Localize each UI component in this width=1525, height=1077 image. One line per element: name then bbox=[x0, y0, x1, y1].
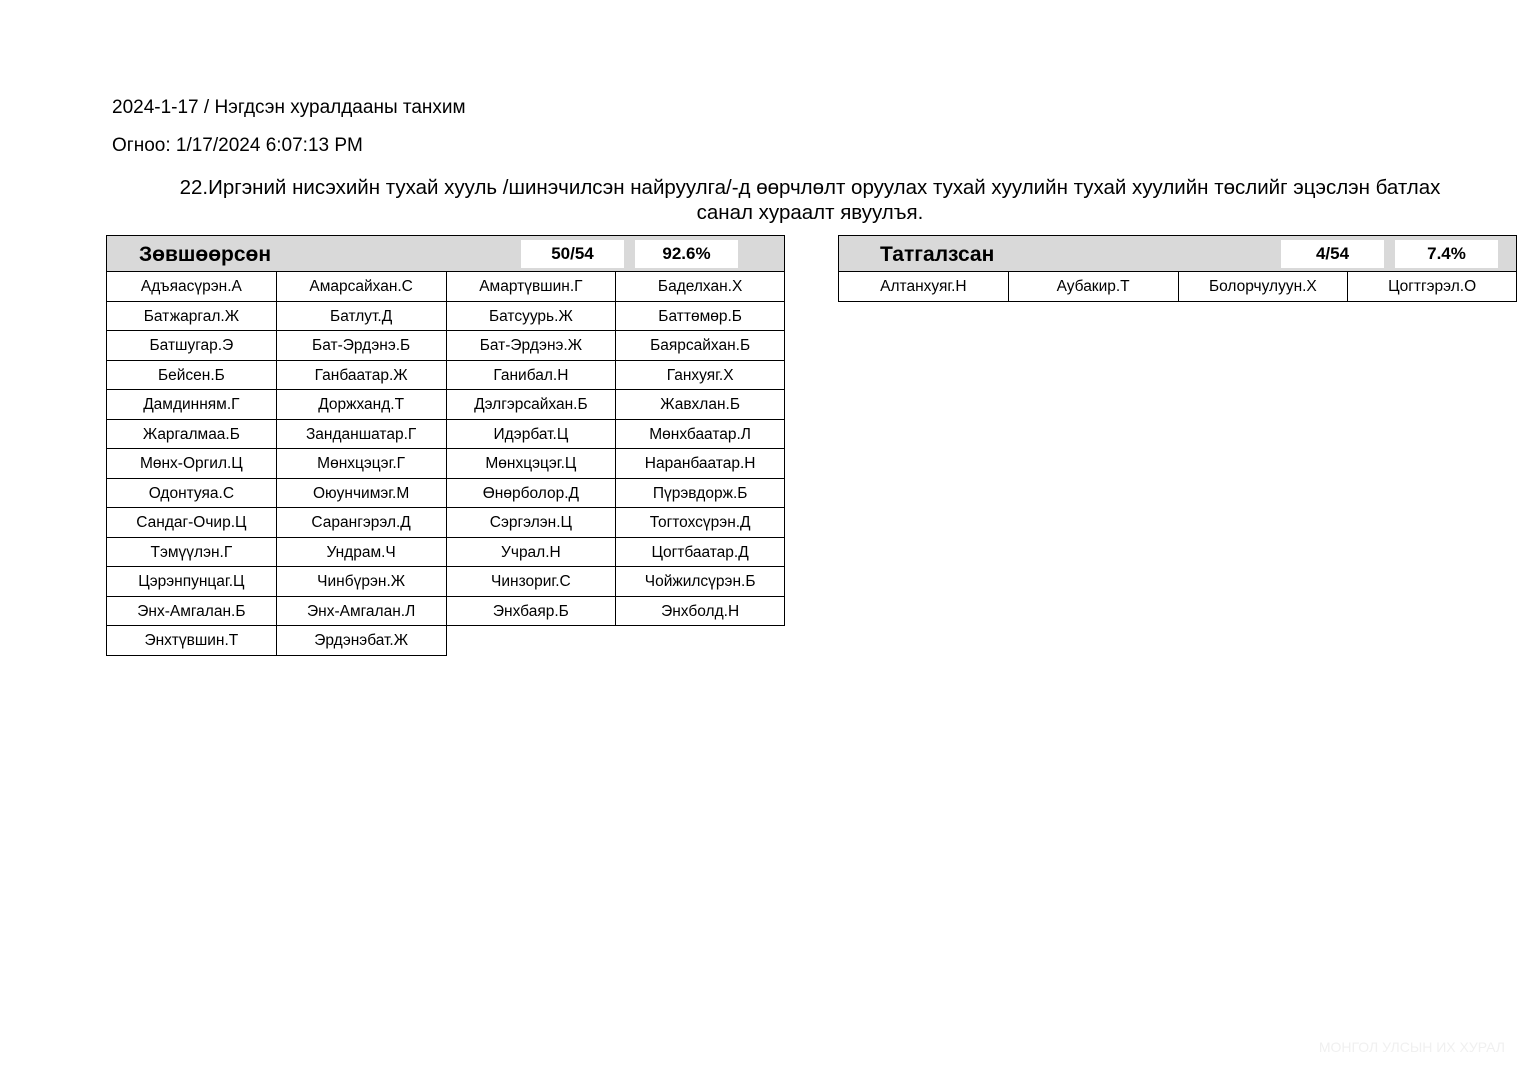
voter-name-cell: Батлут.Д bbox=[276, 302, 447, 332]
voter-name-cell: Баделхан.Х bbox=[615, 272, 785, 302]
session-line: 2024-1-17 / Нэгдсэн хуралдааны танхим bbox=[112, 97, 466, 118]
voter-name-cell: Мөнхцэцэг.Ц bbox=[446, 449, 617, 479]
voter-name-cell: Тогтохсүрэн.Д bbox=[615, 508, 785, 538]
voter-name-cell: Амартүвшин.Г bbox=[446, 272, 617, 302]
voter-name-cell: Өнөрболор.Д bbox=[446, 479, 617, 509]
voter-name-cell: Мөнхбаатар.Л bbox=[615, 420, 785, 450]
voter-name-cell: Жавхлан.Б bbox=[615, 390, 785, 420]
voter-name-cell: Энх-Амгалан.Б bbox=[106, 597, 277, 627]
rejected-percent: 7.4% bbox=[1395, 240, 1498, 268]
voter-name-cell: Доржханд.Т bbox=[276, 390, 447, 420]
footer-watermark: МОНГОЛ УЛСЫН ИХ ХУРАЛ bbox=[1318, 1039, 1505, 1055]
voter-name-cell: Дэлгэрсайхан.Б bbox=[446, 390, 617, 420]
voter-name-cell: Энхбаяр.Б bbox=[446, 597, 617, 627]
voter-name-cell: Баярсайхан.Б bbox=[615, 331, 785, 361]
voter-name-cell: Цогтбаатар.Д bbox=[615, 538, 785, 568]
voter-name-cell: Пүрэвдорж.Б bbox=[615, 479, 785, 509]
rejected-label: Татгалзсан bbox=[880, 243, 995, 266]
voter-name-cell: Чойжилсүрэн.Б bbox=[615, 567, 785, 597]
voter-name-cell: Чинбүрэн.Ж bbox=[276, 567, 447, 597]
voter-name-cell: Болорчулуун.Х bbox=[1178, 272, 1349, 302]
voter-name-cell: Батжаргал.Ж bbox=[106, 302, 277, 332]
voter-name-cell: Алтанхуяг.Н bbox=[838, 272, 1009, 302]
voter-name-cell: Бат-Эрдэнэ.Б bbox=[276, 331, 447, 361]
voter-name-cell: Аубакир.Т bbox=[1008, 272, 1179, 302]
approved-panel bbox=[106, 235, 785, 656]
voter-name-cell: Цэрэнпунцаг.Ц bbox=[106, 567, 277, 597]
voter-name-cell: Жаргалмаа.Б bbox=[106, 420, 277, 450]
motion-title-line2: санал хураалт явуулъя. bbox=[696, 201, 924, 224]
voter-name-cell: Ганхуяг.Х bbox=[615, 361, 785, 391]
voter-name-cell: Энхтүвшин.Т bbox=[106, 626, 277, 656]
voter-name-cell: Тэмүүлэн.Г bbox=[106, 538, 277, 568]
motion-title-line1: 22.Иргэний нисэхийн тухай хууль /шинэчилсэн найруулга/-д өөрчлөлт оруулах тухай хуулийн тухай хуулийн төслийг эцэслэн батлах bbox=[179, 176, 1441, 199]
voter-name-cell: Мөнх-Оргил.Ц bbox=[106, 449, 277, 479]
rejected-count: 4/54 bbox=[1281, 240, 1384, 268]
voter-name-cell: Бат-Эрдэнэ.Ж bbox=[446, 331, 617, 361]
voter-name-cell: Батсуурь.Ж bbox=[446, 302, 617, 332]
voter-name-cell: Наранбаатар.Н bbox=[615, 449, 785, 479]
voter-name-cell: Эрдэнэбат.Ж bbox=[276, 626, 447, 656]
rejected-header bbox=[838, 235, 1517, 272]
voter-name-cell: Оюунчимэг.М bbox=[276, 479, 447, 509]
voter-name-cell: Дамдинням.Г bbox=[106, 390, 277, 420]
rejected-panel bbox=[838, 235, 1517, 302]
voter-name-cell: Чинзориг.С bbox=[446, 567, 617, 597]
voter-name-cell: Ундрам.Ч bbox=[276, 538, 447, 568]
voter-name-cell: Амарсайхан.С bbox=[276, 272, 447, 302]
voter-name-cell: Занданшатар.Г bbox=[276, 420, 447, 450]
date-line: Огноо: 1/17/2024 6:07:13 PM bbox=[112, 135, 363, 156]
voter-name-cell: Ганбаатар.Ж bbox=[276, 361, 447, 391]
voter-name-cell: Цогтгэрэл.О bbox=[1347, 272, 1517, 302]
rejected-names-grid bbox=[838, 272, 1517, 302]
voter-name-cell: Сэргэлэн.Ц bbox=[446, 508, 617, 538]
motion-title bbox=[130, 175, 1490, 225]
approved-label: Зөвшөөрсөн bbox=[139, 243, 272, 266]
voter-name-cell: Энхболд.Н bbox=[615, 597, 785, 627]
approved-count: 50/54 bbox=[521, 240, 624, 268]
voter-name-cell: Учрал.Н bbox=[446, 538, 617, 568]
approved-header bbox=[106, 235, 785, 272]
voter-name-cell: Мөнхцэцэг.Г bbox=[276, 449, 447, 479]
approved-names-grid bbox=[106, 272, 785, 656]
voter-name-cell: Энх-Амгалан.Л bbox=[276, 597, 447, 627]
voter-name-cell: Сарангэрэл.Д bbox=[276, 508, 447, 538]
voter-name-cell: Баттөмөр.Б bbox=[615, 302, 785, 332]
approved-percent: 92.6% bbox=[635, 240, 738, 268]
voter-name-cell: Бейсен.Б bbox=[106, 361, 277, 391]
voter-name-cell: Батшугар.Э bbox=[106, 331, 277, 361]
voter-name-cell: Адъяасүрэн.А bbox=[106, 272, 277, 302]
voter-name-cell: Идэрбат.Ц bbox=[446, 420, 617, 450]
voter-name-cell: Сандаг-Очир.Ц bbox=[106, 508, 277, 538]
voter-name-cell: Одонтуяа.С bbox=[106, 479, 277, 509]
voter-name-cell: Ганибал.Н bbox=[446, 361, 617, 391]
